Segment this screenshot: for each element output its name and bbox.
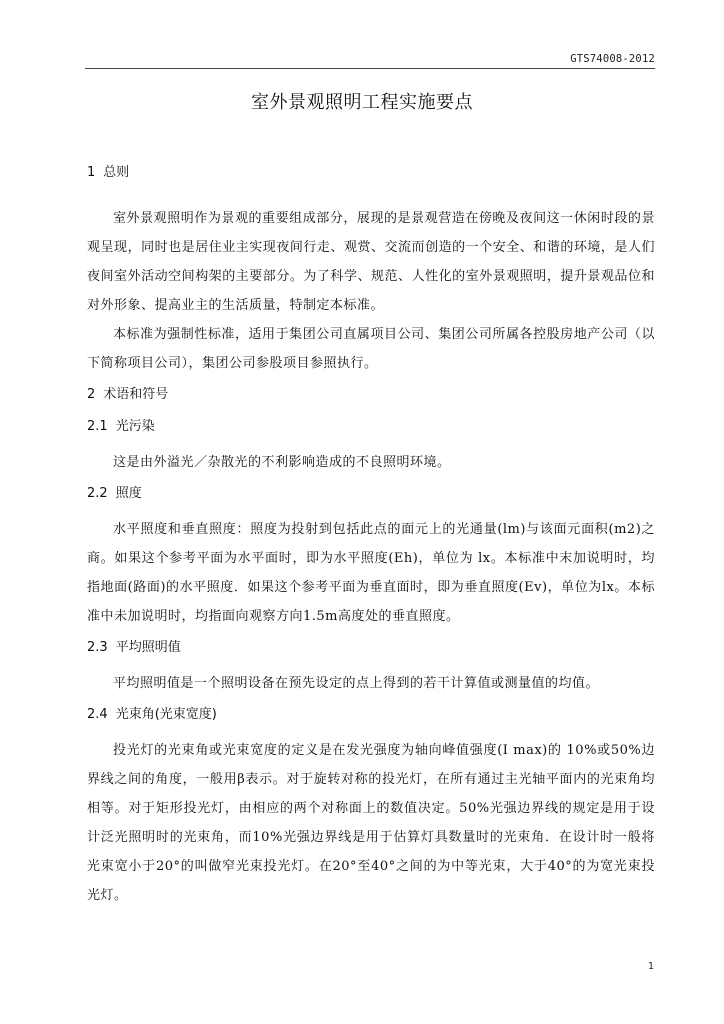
section-2-1-title: 光污染 xyxy=(115,419,155,434)
section-2-2-heading xyxy=(87,483,655,505)
section-2-4-paragraph: 投光灯的光束角或光束宽度的定义是在发光强度为轴向峰值强度(I max)的 10%或50%边界线之间的角度，一般用β表示。对于旋转对称的投光灯，在所有通过主光轴平面内的光束角均相等。对于矩形投光灯，由相应的两个对称面上的数值决定。50%光强边界线的规定是用于设计泛光照明时的光束角，而10%光强边界线是用于估算灯具数量时的光束角．在设计时一般将光束宽小于20°的叫做窄光束投光灯。在20°至40°之间的为中等光束，大于40°的为宽光束投光灯。 xyxy=(87,743,655,903)
section-1-heading xyxy=(87,162,655,184)
section-2-1-number: 2.1 xyxy=(87,419,108,434)
document-body xyxy=(87,162,655,910)
section-1-number: 1 xyxy=(87,165,96,180)
section-2-4-heading xyxy=(87,704,655,726)
section-2-4-number: 2.4 xyxy=(87,707,108,722)
section-2-1-paragraph: 这是由外溢光／杂散光的不利影响造成的不良照明环境。 xyxy=(113,455,451,470)
section-2-3-title: 平均照明值 xyxy=(115,640,181,655)
section-2-4-title: 光束角(光束宽度) xyxy=(115,707,217,722)
section-2-2-title: 照度 xyxy=(115,486,142,501)
section-2-number: 2 xyxy=(87,387,96,402)
spacer xyxy=(87,726,655,736)
section-2-3-number: 2.3 xyxy=(87,640,108,655)
section-1-paragraph-2: 本标准为强制性标准，适用于集团公司直属项目公司、集团公司所属各控股房地产公司（以下简称项目公司），集团公司参股项目参照执行。 xyxy=(87,327,655,371)
section-2-heading xyxy=(87,384,655,406)
spacer xyxy=(87,406,655,416)
document-code: GTS74008-2012 xyxy=(570,53,655,65)
spacer xyxy=(87,505,655,515)
section-2-3-heading xyxy=(87,637,655,659)
section-1-paragraph-1: 室外景观照明作为景观的重要组成部分，展现的是景观营造在傍晚及夜间这一休闲时段的景观呈现，同时也是居住业主实现夜间行走、观赏、交流而创造的一个安全、和谐的环境，是人们夜间室外活动空间构架的主要部分。为了科学、规范、人性化的室外景观照明，提升景观品位和对外形象、提高业主的生活质量，特制定本标准。 xyxy=(87,211,655,313)
section-2-1-heading xyxy=(87,416,655,438)
spacer xyxy=(87,659,655,669)
page-number: 1 xyxy=(647,961,654,972)
section-1-title: 总则 xyxy=(103,165,130,180)
section-2-title: 术语和符号 xyxy=(103,387,169,402)
spacer xyxy=(87,184,655,204)
section-2-3-paragraph: 平均照明值是一个照明设备在预先设定的点上得到的若干计算值或测量值的均值。 xyxy=(113,676,600,691)
document-title: 室外景观照明工程实施要点 xyxy=(251,92,473,113)
section-2-2-paragraph: 水平照度和垂直照度：照度为投射到包括此点的面元上的光通量(lm)与该面元面积(m2)之商。如果这个参考平面为水平面时，即为水平照度(Eh)，单位为 lx。本标准中末加说明时，均指地面(路面)的水平照度．如果这个参考平面为垂直面时，即为垂直照度(Ev)，单位为lx。本标准中未加说明时，均指面向观察方向1.5m高度处的垂直照度。 xyxy=(87,522,655,624)
spacer xyxy=(87,438,655,448)
header-rule xyxy=(85,68,655,69)
section-2-2-number: 2.2 xyxy=(87,486,108,501)
